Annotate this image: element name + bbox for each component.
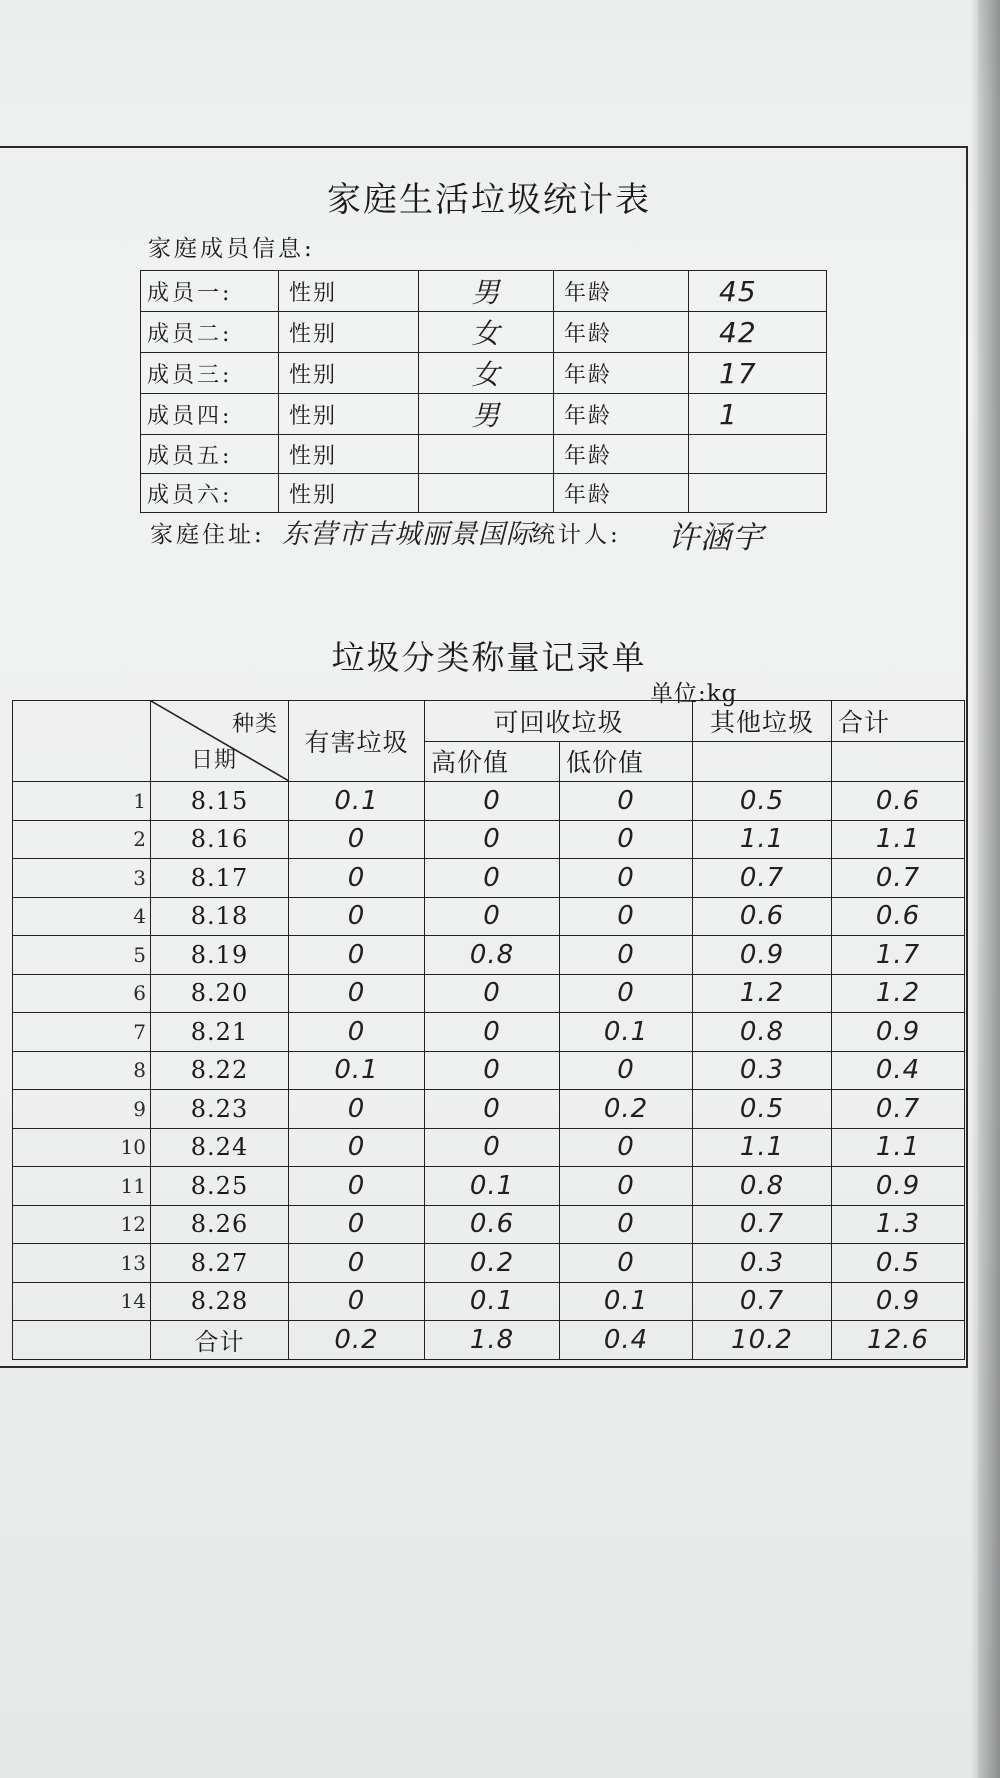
low-value-value: 0 <box>560 897 693 936</box>
sum-other: 10.2 <box>693 1321 832 1360</box>
row-date: 8.15 <box>151 782 289 821</box>
member-label: 成员四: <box>141 394 279 435</box>
high-value-value: 0.1 <box>425 1167 560 1206</box>
sum-row <box>13 1321 965 1360</box>
total-value: 0.4 <box>832 1051 965 1090</box>
gender-value: 男 <box>419 394 554 435</box>
low-value-value: 0 <box>560 859 693 898</box>
gender-label: 性别 <box>279 312 419 353</box>
sum-hazardous: 0.2 <box>289 1321 425 1360</box>
row-number: 7 <box>13 1013 151 1052</box>
table-row <box>13 1244 965 1283</box>
row-number: 13 <box>13 1244 151 1283</box>
total-value: 0.9 <box>832 1013 965 1052</box>
low-value-value: 0 <box>560 1051 693 1090</box>
row-date: 8.20 <box>151 974 289 1013</box>
members-heading: 家庭成员信息: <box>148 236 315 262</box>
sum-label: 合计 <box>151 1321 289 1360</box>
row-date: 8.23 <box>151 1090 289 1129</box>
low-value-value: 0.1 <box>560 1013 693 1052</box>
hazardous-value: 0 <box>289 1013 425 1052</box>
member-row <box>141 353 827 394</box>
low-value-value: 0 <box>560 1244 693 1283</box>
header-blank <box>13 701 151 782</box>
age-value: 45 <box>689 271 827 312</box>
other-value: 0.7 <box>693 1205 832 1244</box>
gender-label: 性别 <box>279 474 419 513</box>
other-value: 0.8 <box>693 1167 832 1206</box>
gender-value: 女 <box>419 312 554 353</box>
low-value-value: 0 <box>560 782 693 821</box>
total-value: 1.2 <box>832 974 965 1013</box>
table-row <box>13 897 965 936</box>
total-value: 0.6 <box>832 897 965 936</box>
gender-value: 男 <box>419 271 554 312</box>
sum-high-value: 1.8 <box>425 1321 560 1360</box>
table-row <box>13 936 965 975</box>
total-value: 1.3 <box>832 1205 965 1244</box>
row-date: 8.21 <box>151 1013 289 1052</box>
high-value-value: 0.2 <box>425 1244 560 1283</box>
table-row <box>13 820 965 859</box>
age-value: 1 <box>689 394 827 435</box>
total-value: 0.5 <box>832 1244 965 1283</box>
total-value: 0.7 <box>832 859 965 898</box>
row-number: 1 <box>13 782 151 821</box>
low-value-value: 0 <box>560 1167 693 1206</box>
table-row <box>13 782 965 821</box>
table-row <box>13 859 965 898</box>
row-date: 8.26 <box>151 1205 289 1244</box>
hazardous-value: 0 <box>289 820 425 859</box>
header-diagonal-cell <box>151 701 289 782</box>
high-value-value: 0 <box>425 974 560 1013</box>
high-value-value: 0 <box>425 1051 560 1090</box>
high-value-value: 0 <box>425 1013 560 1052</box>
total-value: 0.6 <box>832 782 965 821</box>
row-date: 8.27 <box>151 1244 289 1283</box>
hazardous-value: 0 <box>289 1282 425 1321</box>
row-date: 8.19 <box>151 936 289 975</box>
hazardous-value: 0 <box>289 974 425 1013</box>
row-number: 5 <box>13 936 151 975</box>
high-value-value: 0.8 <box>425 936 560 975</box>
header-hazardous: 有害垃圾 <box>289 701 425 782</box>
hazardous-value: 0 <box>289 936 425 975</box>
table-row <box>13 1282 965 1321</box>
header-other-blank <box>693 741 832 782</box>
age-label: 年龄 <box>554 312 689 353</box>
member-row <box>141 435 827 474</box>
hazardous-value: 0 <box>289 1167 425 1206</box>
row-number: 9 <box>13 1090 151 1129</box>
high-value-value: 0 <box>425 897 560 936</box>
row-number: 11 <box>13 1167 151 1206</box>
row-date: 8.24 <box>151 1128 289 1167</box>
table-row <box>13 1167 965 1206</box>
high-value-value: 0 <box>425 782 560 821</box>
high-value-value: 0.6 <box>425 1205 560 1244</box>
other-value: 1.2 <box>693 974 832 1013</box>
statistician-label: 统计人: <box>532 522 621 548</box>
age-label: 年龄 <box>554 394 689 435</box>
other-value: 0.9 <box>693 936 832 975</box>
hazardous-value: 0 <box>289 859 425 898</box>
row-number: 14 <box>13 1282 151 1321</box>
high-value-value: 0 <box>425 820 560 859</box>
total-value: 0.9 <box>832 1282 965 1321</box>
gender-label: 性别 <box>279 353 419 394</box>
row-number: 2 <box>13 820 151 859</box>
low-value-value: 0.1 <box>560 1282 693 1321</box>
other-value: 0.3 <box>693 1244 832 1283</box>
total-value: 1.1 <box>832 820 965 859</box>
total-value: 0.9 <box>832 1167 965 1206</box>
gender-label: 性别 <box>279 394 419 435</box>
row-number: 10 <box>13 1128 151 1167</box>
other-value: 1.1 <box>693 820 832 859</box>
other-value: 0.7 <box>693 1282 832 1321</box>
address-label: 家庭住址: <box>150 522 265 548</box>
hazardous-value: 0 <box>289 1205 425 1244</box>
other-value: 1.1 <box>693 1128 832 1167</box>
low-value-value: 0.2 <box>560 1090 693 1129</box>
header-recyclable: 可回收垃圾 <box>425 701 693 742</box>
waste-table <box>12 700 965 1360</box>
hazardous-value: 0 <box>289 1090 425 1129</box>
sum-total: 12.6 <box>832 1321 965 1360</box>
total-value: 0.7 <box>832 1090 965 1129</box>
header-total: 合计 <box>832 701 965 742</box>
total-value: 1.7 <box>832 936 965 975</box>
high-value-value: 0 <box>425 859 560 898</box>
member-row <box>141 394 827 435</box>
member-row <box>141 474 827 513</box>
low-value-value: 0 <box>560 974 693 1013</box>
member-row <box>141 312 827 353</box>
member-label: 成员五: <box>141 435 279 474</box>
paper-edge-shadow <box>970 0 1000 1778</box>
high-value-value: 0.1 <box>425 1282 560 1321</box>
table-row <box>13 1128 965 1167</box>
table-row <box>13 1205 965 1244</box>
form-title: 家庭生活垃圾统计表 <box>327 180 651 220</box>
member-label: 成员六: <box>141 474 279 513</box>
other-value: 0.5 <box>693 1090 832 1129</box>
row-number: 8 <box>13 1051 151 1090</box>
member-label: 成员一: <box>141 271 279 312</box>
age-label: 年龄 <box>554 474 689 513</box>
row-number: 3 <box>13 859 151 898</box>
low-value-value: 0 <box>560 1128 693 1167</box>
sum-low-value: 0.4 <box>560 1321 693 1360</box>
row-date: 8.25 <box>151 1167 289 1206</box>
row-number: 4 <box>13 897 151 936</box>
high-value-value: 0 <box>425 1128 560 1167</box>
gender-label: 性别 <box>279 435 419 474</box>
row-number: 12 <box>13 1205 151 1244</box>
header-date: 日期 <box>191 748 238 773</box>
row-date: 8.16 <box>151 820 289 859</box>
hazardous-value: 0.1 <box>289 782 425 821</box>
hazardous-value: 0 <box>289 1244 425 1283</box>
statistician-value: 许涵宇 <box>668 520 764 556</box>
age-value: 42 <box>689 312 827 353</box>
header-type: 种类 <box>231 712 278 737</box>
unit-label: 单位:kg <box>650 681 738 707</box>
age-value <box>689 435 827 474</box>
header-total-blank <box>832 741 965 782</box>
record-title: 垃圾分类称量记录单 <box>331 638 647 677</box>
row-date: 8.18 <box>151 897 289 936</box>
other-value: 0.3 <box>693 1051 832 1090</box>
low-value-value: 0 <box>560 1205 693 1244</box>
gender-value: 女 <box>419 353 554 394</box>
row-date: 8.17 <box>151 859 289 898</box>
hazardous-value: 0.1 <box>289 1051 425 1090</box>
hazardous-value: 0 <box>289 1128 425 1167</box>
members-table <box>140 270 827 513</box>
hazardous-value: 0 <box>289 897 425 936</box>
low-value-value: 0 <box>560 820 693 859</box>
header-high-value: 高价值 <box>425 741 560 782</box>
age-value <box>689 474 827 513</box>
other-value: 0.5 <box>693 782 832 821</box>
member-label: 成员三: <box>141 353 279 394</box>
table-row <box>13 1090 965 1129</box>
gender-value <box>419 435 554 474</box>
age-label: 年龄 <box>554 271 689 312</box>
gender-value <box>419 474 554 513</box>
age-value: 17 <box>689 353 827 394</box>
sum-row-blank <box>13 1321 151 1360</box>
gender-label: 性别 <box>279 271 419 312</box>
total-value: 1.1 <box>832 1128 965 1167</box>
address-value: 东营市吉城丽景国际 <box>282 519 534 550</box>
header-low-value: 低价值 <box>560 741 693 782</box>
member-row <box>141 271 827 312</box>
age-label: 年龄 <box>554 353 689 394</box>
row-number: 6 <box>13 974 151 1013</box>
age-label: 年龄 <box>554 435 689 474</box>
row-date: 8.28 <box>151 1282 289 1321</box>
member-label: 成员二: <box>141 312 279 353</box>
row-date: 8.22 <box>151 1051 289 1090</box>
table-row <box>13 1013 965 1052</box>
header-other: 其他垃圾 <box>693 701 832 742</box>
low-value-value: 0 <box>560 936 693 975</box>
other-value: 0.6 <box>693 897 832 936</box>
other-value: 0.7 <box>693 859 832 898</box>
table-row <box>13 974 965 1013</box>
other-value: 0.8 <box>693 1013 832 1052</box>
table-row <box>13 1051 965 1090</box>
high-value-value: 0 <box>425 1090 560 1129</box>
